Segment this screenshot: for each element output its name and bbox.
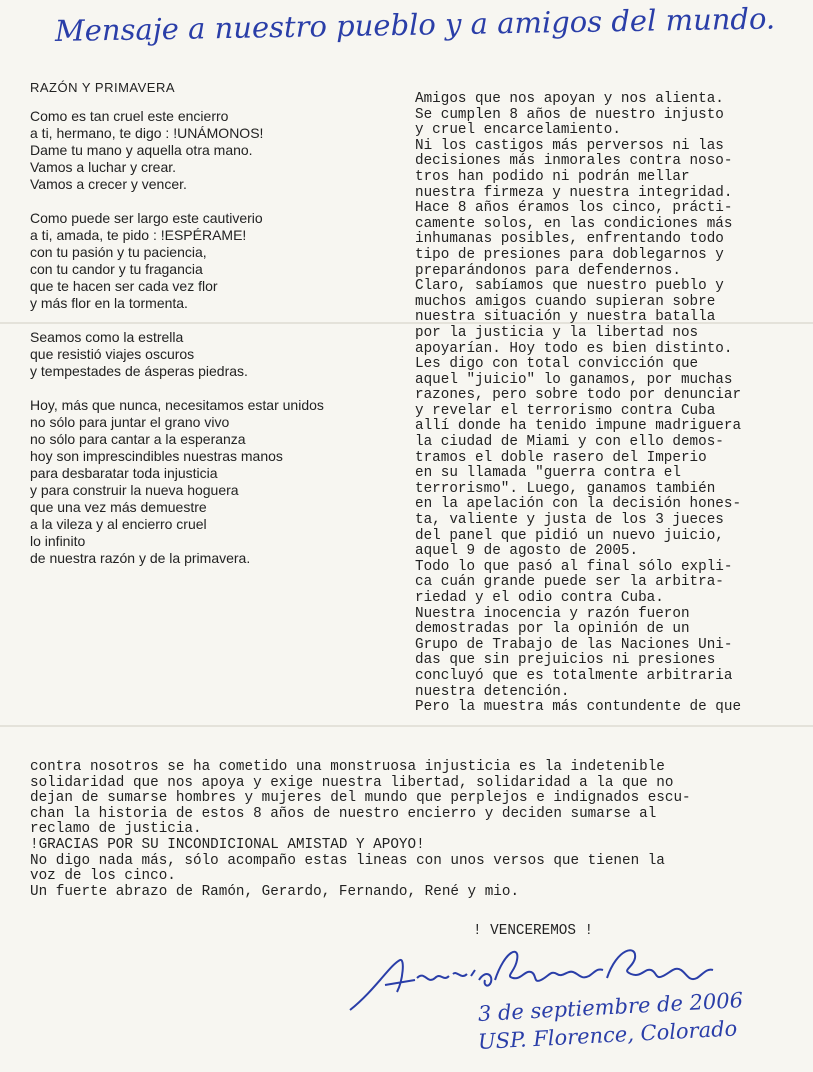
signature-date: 3 de septiembre de 2006 bbox=[477, 988, 744, 1026]
letter-line: apoyarían. Hoy todo es bien distinto. bbox=[415, 340, 733, 357]
letter-line: aquel "juicio" lo ganamos, por muchas bbox=[415, 371, 733, 388]
letter-line: decisiones más inmorales contra noso- bbox=[415, 153, 733, 170]
letter-line: nuestra firmeza y nuestra integridad. bbox=[415, 184, 733, 201]
letter-bottom-paragraph bbox=[30, 760, 810, 900]
letter-line: por la justicia y la libertad nos bbox=[415, 324, 699, 341]
poem-body bbox=[30, 108, 410, 584]
poem-line: no sólo para cantar a la esperanza bbox=[30, 431, 246, 447]
letter-line: No digo nada más, sólo acompaño estas lineas con unos versos que tienen la bbox=[30, 852, 665, 869]
poem-title: RAZÓN Y PRIMAVERA bbox=[30, 80, 176, 95]
poem-line: Seamos como la estrella bbox=[30, 329, 184, 345]
letter-line: Un fuerte abrazo de Ramón, Gerardo, Fernando, René y mio. bbox=[30, 883, 520, 900]
letter-line: inhumanas posibles, enfrentando todo bbox=[415, 231, 724, 248]
letter-line: razones, pero sobre todo por denunciar bbox=[415, 387, 742, 404]
poem-stanza bbox=[30, 329, 410, 380]
letter-line: aquel 9 de agosto de 2005. bbox=[415, 543, 639, 560]
letter-line: reclamo de justicia. bbox=[30, 821, 202, 838]
letter-line: Se cumplen 8 años de nuestro injusto bbox=[415, 106, 724, 123]
letter-line: tros han podido ni podrán mellar bbox=[415, 168, 690, 185]
poem-line: Hoy, más que nunca, necesitamos estar unidos bbox=[30, 397, 324, 413]
letter-line: voz de los cinco. bbox=[30, 868, 176, 885]
letter-line: Nuestra inocencia y razón fueron bbox=[415, 605, 690, 622]
letter-line: en su llamada "guerra contra el bbox=[415, 465, 681, 482]
letter-line: Amigos que nos apoyan y nos alienta. bbox=[415, 91, 724, 107]
letter-line: y cruel encarcelamiento. bbox=[415, 122, 621, 139]
letter-line: tramos el doble rasero del Imperio bbox=[415, 449, 707, 466]
poem-line: Dame tu mano y aquella otra mano. bbox=[30, 142, 253, 158]
letter-line: ta, valiente y justa de los 3 jueces bbox=[415, 512, 724, 529]
letter-line: ca cuán grande puede ser la arbitra- bbox=[415, 574, 724, 591]
poem-line: con tu candor y tu fragancia bbox=[30, 261, 203, 277]
letter-line: demostradas por la opinión de un bbox=[415, 621, 690, 638]
poem-line: Vamos a luchar y crear. bbox=[30, 159, 177, 175]
letter-line: y revelar el terrorismo contra Cuba bbox=[415, 402, 716, 419]
letter-line: Hace 8 años éramos los cinco, prácti- bbox=[415, 200, 733, 217]
poem-line: no sólo para juntar el grano vivo bbox=[30, 414, 230, 430]
paper-fold-line bbox=[0, 725, 813, 727]
closing-exclamation: ! VENCEREMOS ! bbox=[473, 923, 594, 939]
letter-line: la ciudad de Miami y con ello demos- bbox=[415, 434, 724, 451]
letter-line: Todo lo que pasó al final sólo expli- bbox=[415, 558, 733, 575]
letter-column bbox=[415, 92, 810, 716]
poem-line: que una vez más demuestre bbox=[30, 499, 207, 515]
poem-line: lo infinito bbox=[30, 533, 86, 549]
poem-line: a la vileza y al encierro cruel bbox=[30, 516, 207, 532]
letter-line: das que sin prejuicios ni presiones bbox=[415, 652, 716, 669]
letter-line: Les digo con total convicción que bbox=[415, 356, 699, 373]
poem-line: para desbaratar toda injusticia bbox=[30, 465, 218, 481]
poem-line: Como puede ser largo este cautiverio bbox=[30, 210, 263, 226]
letter-line: nuestra situación y nuestra batalla bbox=[415, 309, 716, 326]
poem-line: a ti, hermano, te digo : !UNÁMONOS! bbox=[30, 125, 264, 141]
poem-stanza bbox=[30, 108, 410, 193]
poem-line: de nuestra razón y de la primavera. bbox=[30, 550, 251, 566]
letter-line: contra nosotros se ha cometido una monstruosa injusticia es la indetenible bbox=[30, 759, 665, 775]
letter-line: nuestra detención. bbox=[415, 683, 570, 700]
poem-line: con tu pasión y tu paciencia, bbox=[30, 244, 207, 260]
poem-line: Vamos a crecer y vencer. bbox=[30, 176, 187, 192]
poem-line: a ti, amada, te pido : !ESPÉRAME! bbox=[30, 227, 247, 243]
letter-line: tipo de presiones para doblegarnos y bbox=[415, 246, 724, 263]
letter-line: allí donde ha tenido impune madriguera bbox=[415, 418, 742, 435]
letter-line: chan la historia de estos 8 años de nuestro encierro y deciden sumarse al bbox=[30, 805, 657, 822]
poem-stanza bbox=[30, 397, 410, 567]
signature-name: Antonio Guerrero Rodríguez bbox=[355, 1016, 370, 1017]
letter-line: Claro, sabíamos que nuestro pueblo y bbox=[415, 278, 724, 295]
poem-line: Como es tan cruel este encierro bbox=[30, 108, 229, 124]
letter-line: solidaridad que nos apoya y exige nuestra libertad, solidaridad a la que no bbox=[30, 774, 674, 791]
letter-line: riedad y el odio contra Cuba. bbox=[415, 590, 664, 606]
handwritten-title: Mensaje a nuestro pueblo y a amigos del mundo. bbox=[54, 1, 776, 48]
letter-line: concluyó que es totalmente arbitraria bbox=[415, 667, 733, 684]
poem-line: que resistió viajes oscuros bbox=[30, 346, 195, 362]
letter-line: dejan de sumarse hombres y mujeres del mundo que perplejos e indignados escu- bbox=[30, 790, 691, 807]
letter-line: muchos amigos cuando supieran sobre bbox=[415, 293, 716, 310]
letter-line: Pero la muestra más contundente de que bbox=[415, 699, 742, 716]
letter-line: terrorismo". Luego, ganamos también bbox=[415, 480, 716, 497]
poem-line: y más flor en la tormenta. bbox=[30, 295, 188, 311]
poem-stanza bbox=[30, 210, 410, 312]
letter-line: Grupo de Trabajo de las Naciones Uni- bbox=[415, 636, 733, 653]
letter-line: del panel que pidió un nuevo juicio, bbox=[415, 527, 724, 544]
letter-line: preparándonos para defendernos. bbox=[415, 262, 681, 279]
poem-line: hoy son imprescindibles nuestras manos bbox=[30, 448, 283, 464]
poem-line: y tempestades de ásperas piedras. bbox=[30, 363, 248, 379]
signature-place: USP. Florence, Colorado bbox=[477, 1016, 738, 1054]
poem-line: y para construir la nueva hoguera bbox=[30, 482, 239, 498]
letter-line: en la apelación con la decisión hones- bbox=[415, 496, 742, 513]
letter-line: !GRACIAS POR SU INCONDICIONAL AMISTAD Y APOYO! bbox=[30, 836, 425, 853]
letter-line: camente solos, en las condiciones más bbox=[415, 215, 733, 232]
letter-line: Ni los castigos más perversos ni las bbox=[415, 137, 724, 154]
poem-line: que te hacen ser cada vez flor bbox=[30, 278, 218, 294]
